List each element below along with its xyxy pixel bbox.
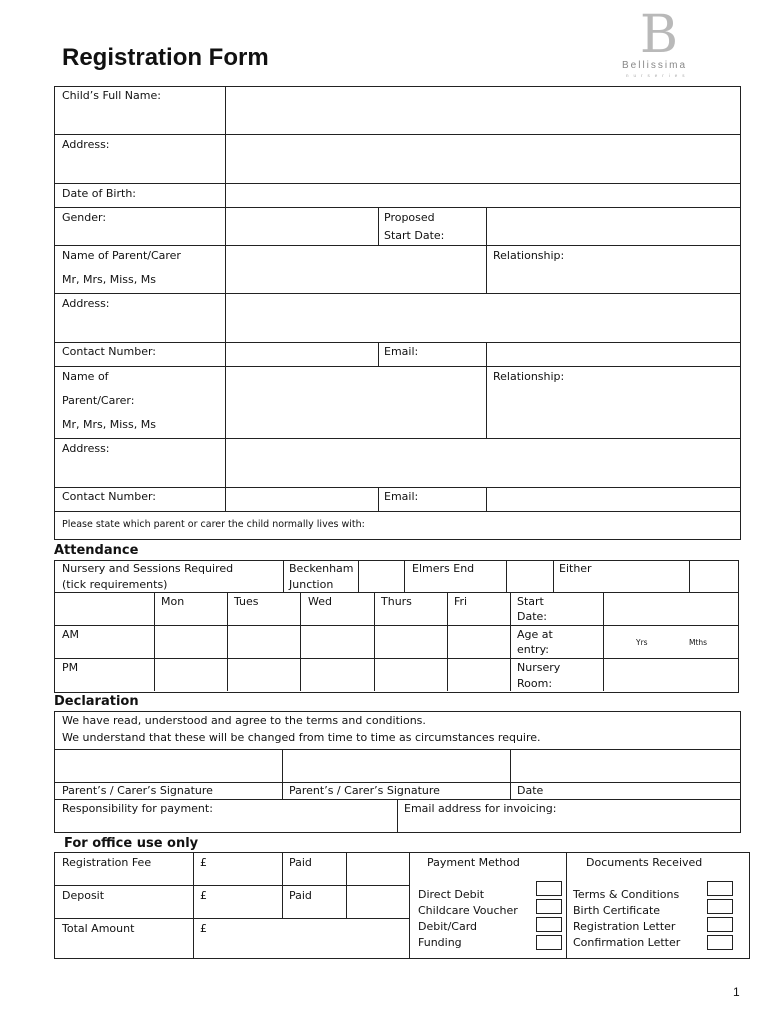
deposit-pound: £ bbox=[200, 889, 207, 902]
signature1-field[interactable] bbox=[55, 750, 282, 782]
deposit-label: Deposit bbox=[62, 889, 105, 902]
method-funding: Funding bbox=[418, 936, 462, 949]
lives-with-label: Please state which parent or carer the child normally lives with: bbox=[62, 519, 365, 530]
proposed-label-line1: Proposed bbox=[384, 211, 435, 224]
am-label: AM bbox=[62, 628, 80, 641]
child-name-label: Child’s Full Name: bbox=[62, 89, 161, 102]
am-thurs-cell[interactable] bbox=[375, 626, 447, 658]
email2-label: Email: bbox=[384, 490, 419, 503]
pm-tues-cell[interactable] bbox=[228, 659, 300, 691]
method-childcare-voucher: Childcare Voucher bbox=[418, 904, 518, 917]
beckenham-tick-cell[interactable] bbox=[359, 561, 404, 592]
checkbox-birth-certificate[interactable] bbox=[707, 899, 733, 914]
signature-date-field[interactable] bbox=[511, 750, 739, 782]
pm-thurs-cell[interactable] bbox=[375, 659, 447, 691]
signature1-label: Parent’s / Carer’s Signature bbox=[62, 784, 213, 797]
either-label: Either bbox=[559, 562, 592, 575]
day-thurs: Thurs bbox=[381, 595, 412, 608]
parent1-address-label: Address: bbox=[62, 297, 110, 310]
parent2-address-field[interactable] bbox=[226, 439, 739, 487]
bellissima-logo-icon: B bbox=[639, 5, 679, 65]
sessions-label-line1: Nursery and Sessions Required bbox=[62, 562, 234, 575]
deposit-paid-label: Paid bbox=[289, 889, 312, 902]
nursery-room-field[interactable] bbox=[604, 659, 737, 691]
declaration-line2: We understand that these will be changed from time to time as circumstances require. bbox=[62, 731, 541, 744]
day-mon: Mon bbox=[161, 595, 185, 608]
page-number: 1 bbox=[733, 985, 740, 999]
start-date-label-line2: Date: bbox=[517, 610, 547, 623]
elmers-end-label: Elmers End bbox=[412, 562, 475, 575]
parent2-address-label: Address: bbox=[62, 442, 110, 455]
age-at-entry-label-line1: Age at bbox=[517, 628, 553, 641]
beckenham-label-line1: Beckenham bbox=[289, 562, 354, 575]
registration-fee-label: Registration Fee bbox=[62, 856, 152, 869]
email1-label: Email: bbox=[384, 345, 419, 358]
parent2-label-line2: Parent/Carer: bbox=[62, 394, 135, 407]
nursery-room-label-line1: Nursery bbox=[517, 661, 561, 674]
checkbox-registration-letter[interactable] bbox=[707, 917, 733, 932]
relationship1-label: Relationship: bbox=[493, 249, 565, 262]
contact1-field[interactable] bbox=[226, 343, 378, 366]
checkbox-confirmation-letter[interactable] bbox=[707, 935, 733, 950]
responsibility-label: Responsibility for payment: bbox=[62, 802, 213, 815]
mths-label: Mths bbox=[689, 638, 708, 647]
child-address-field[interactable] bbox=[226, 135, 739, 183]
age-at-entry-label-line2: entry: bbox=[517, 643, 549, 656]
am-tues-cell[interactable] bbox=[228, 626, 300, 658]
pm-label: PM bbox=[62, 661, 79, 674]
am-mon-cell[interactable] bbox=[155, 626, 227, 658]
total-amount-label: Total Amount bbox=[62, 922, 135, 935]
logo-name: Bellissima bbox=[622, 60, 688, 71]
parent2-name-field[interactable] bbox=[226, 367, 486, 438]
parent1-label-line1: Name of Parent/Carer bbox=[62, 249, 181, 262]
sessions-label-line2: (tick requirements) bbox=[62, 578, 168, 591]
day-wed: Wed bbox=[308, 595, 332, 608]
doc-confirmation-letter: Confirmation Letter bbox=[573, 936, 681, 949]
method-direct-debit: Direct Debit bbox=[418, 888, 485, 901]
parent2-label-line3: Mr, Mrs, Miss, Ms bbox=[62, 418, 156, 431]
payment-method-heading: Payment Method bbox=[427, 856, 520, 869]
email2-field[interactable] bbox=[487, 488, 739, 511]
total-pound: £ bbox=[200, 922, 207, 935]
parent1-name-field[interactable] bbox=[226, 246, 486, 293]
deposit-paid-cell[interactable] bbox=[347, 886, 409, 918]
gender-label: Gender: bbox=[62, 211, 107, 224]
day-fri: Fri bbox=[454, 595, 468, 608]
declaration-heading: Declaration bbox=[54, 694, 139, 709]
method-debit-card: Debit/Card bbox=[418, 920, 478, 933]
page-title: Registration Form bbox=[62, 44, 269, 71]
doc-terms: Terms & Conditions bbox=[573, 888, 680, 901]
signature2-label: Parent’s / Carer’s Signature bbox=[289, 784, 440, 797]
day-tues: Tues bbox=[234, 595, 259, 608]
office-heading: For office use only bbox=[64, 836, 199, 851]
checkbox-debit-card[interactable] bbox=[536, 917, 562, 932]
child-address-label: Address: bbox=[62, 138, 110, 151]
checkbox-direct-debit[interactable] bbox=[536, 881, 562, 896]
contact1-label: Contact Number: bbox=[62, 345, 156, 358]
reg-fee-pound: £ bbox=[200, 856, 207, 869]
start-date-field[interactable] bbox=[604, 593, 737, 625]
either-tick-cell[interactable] bbox=[690, 561, 737, 592]
checkbox-terms[interactable] bbox=[707, 881, 733, 896]
start-date-label-line1: Start bbox=[517, 595, 544, 608]
dob-label: Date of Birth: bbox=[62, 187, 137, 200]
doc-birth-certificate: Birth Certificate bbox=[573, 904, 661, 917]
proposed-start-date-field[interactable] bbox=[487, 208, 739, 245]
proposed-label-line2: Start Date: bbox=[384, 229, 445, 242]
reg-fee-paid-cell[interactable] bbox=[347, 853, 409, 885]
relationship2-label: Relationship: bbox=[493, 370, 565, 383]
yrs-label: Yrs bbox=[636, 638, 648, 647]
am-wed-cell[interactable] bbox=[301, 626, 374, 658]
checkbox-childcare-voucher[interactable] bbox=[536, 899, 562, 914]
gender-field[interactable] bbox=[226, 208, 378, 245]
checkbox-funding[interactable] bbox=[536, 935, 562, 950]
parent1-label-line2: Mr, Mrs, Miss, Ms bbox=[62, 273, 156, 286]
child-name-field[interactable] bbox=[226, 87, 739, 134]
date-label: Date bbox=[517, 784, 544, 797]
parent2-label-line1: Name of bbox=[62, 370, 109, 383]
attendance-heading: Attendance bbox=[54, 543, 139, 558]
elmers-end-tick-cell[interactable] bbox=[507, 561, 553, 592]
logo-subtitle: nurseries bbox=[626, 73, 690, 78]
doc-registration-letter: Registration Letter bbox=[573, 920, 676, 933]
signature2-field[interactable] bbox=[283, 750, 510, 782]
documents-received-heading: Documents Received bbox=[586, 856, 703, 869]
beckenham-label-line2: Junction bbox=[289, 578, 334, 591]
pm-wed-cell[interactable] bbox=[301, 659, 374, 691]
pm-mon-cell[interactable] bbox=[155, 659, 227, 691]
email-invoicing-label: Email address for invoicing: bbox=[404, 802, 557, 815]
am-fri-cell[interactable] bbox=[448, 626, 510, 658]
contact2-field[interactable] bbox=[226, 488, 378, 511]
nursery-room-label-line2: Room: bbox=[517, 677, 553, 690]
reg-fee-paid-label: Paid bbox=[289, 856, 312, 869]
email1-field[interactable] bbox=[487, 343, 739, 366]
contact2-label: Contact Number: bbox=[62, 490, 156, 503]
parent1-address-field[interactable] bbox=[226, 294, 739, 342]
pm-fri-cell[interactable] bbox=[448, 659, 510, 691]
declaration-line1: We have read, understood and agree to the terms and conditions. bbox=[62, 714, 426, 727]
dob-field[interactable] bbox=[226, 184, 739, 207]
